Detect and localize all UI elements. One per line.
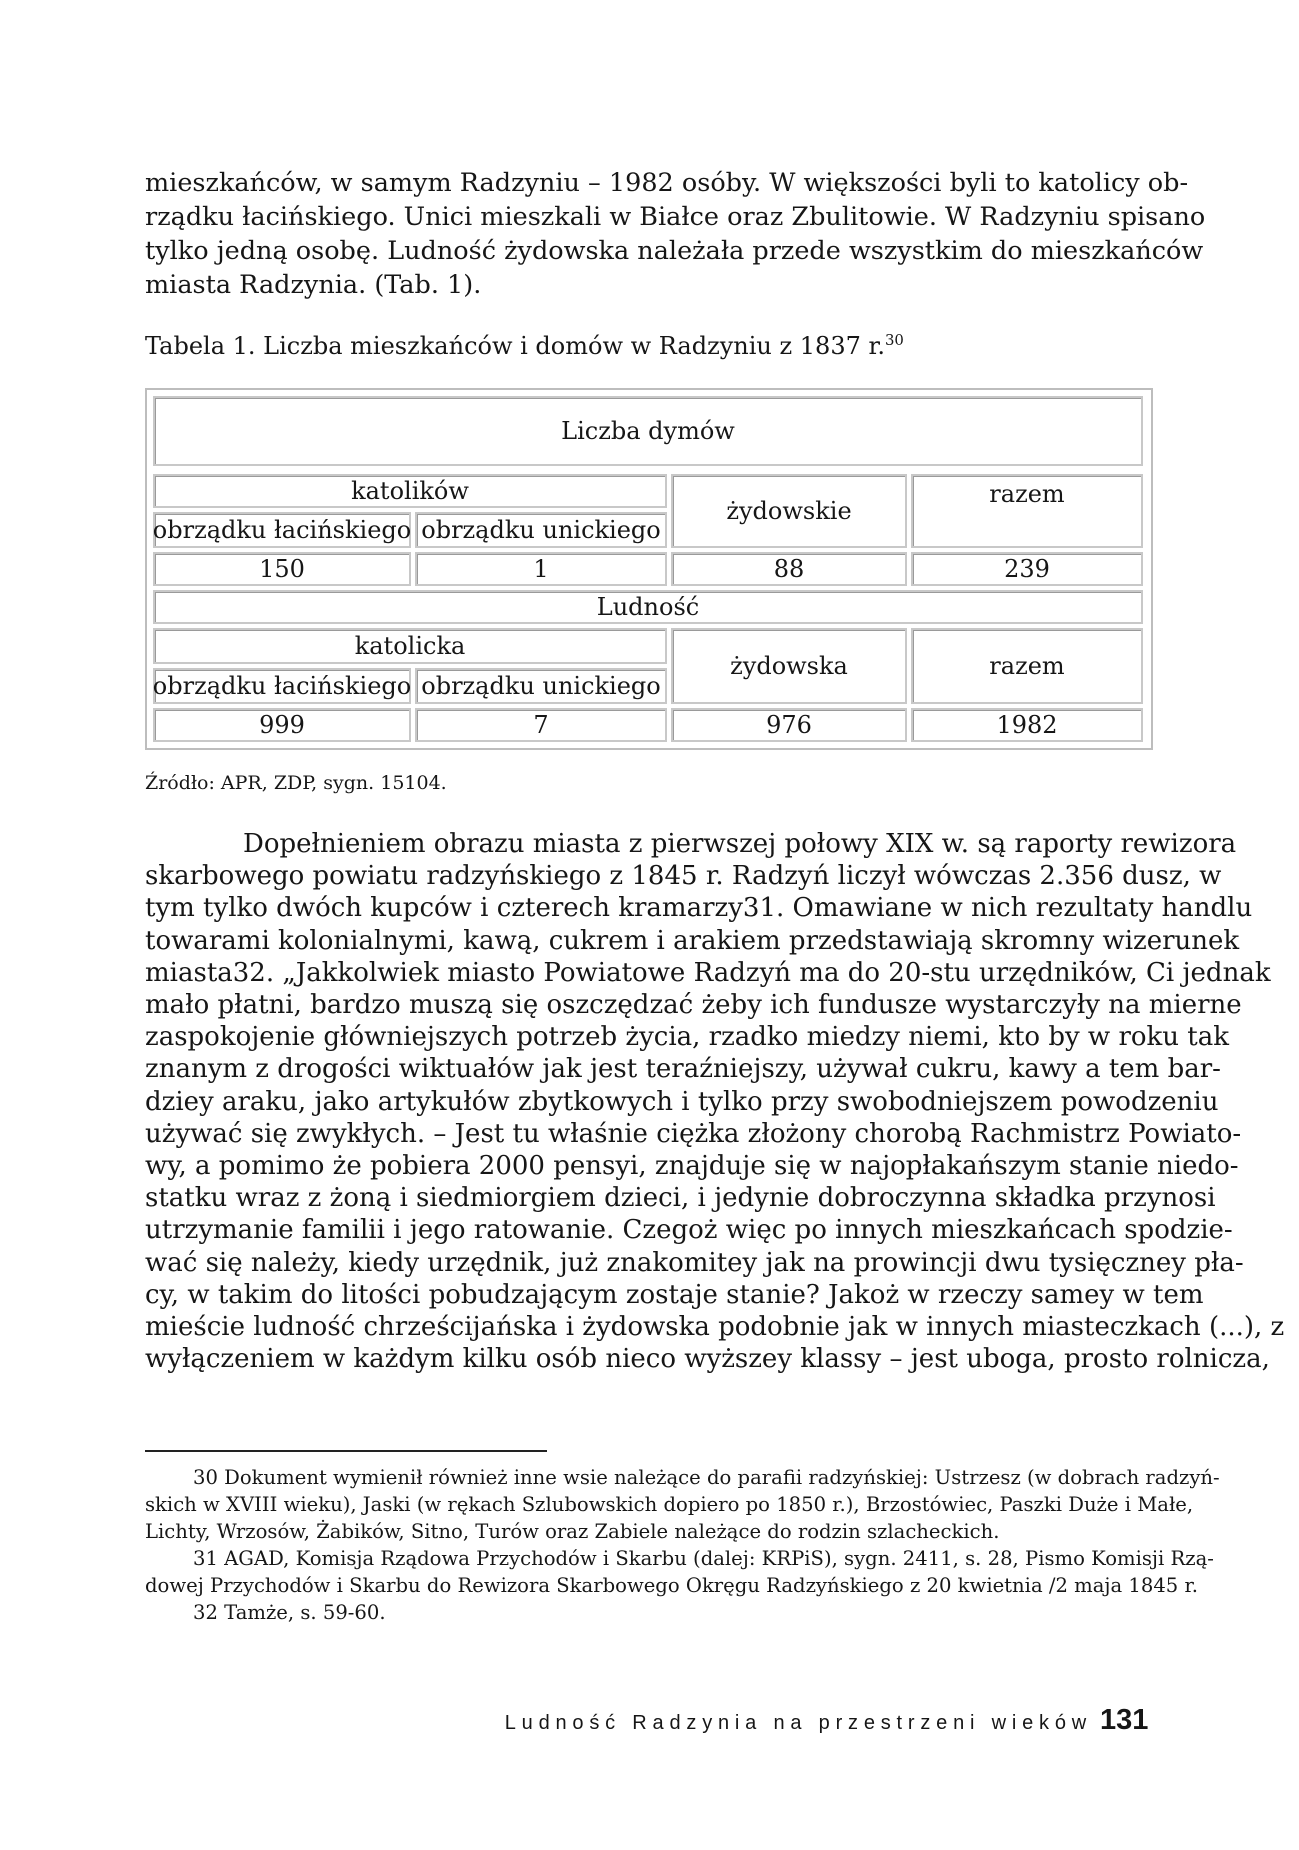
catholic-population-header [153,628,667,664]
footnote-30-line: skich w XVIII wieku), Jaski (w rękach Szlubowskich dopiero po 1850 r.), Brzostówiec, Paszki Duże i Małe, [145,1493,1194,1516]
body-line: miasta32. „Jakkolwiek miasto Powiatowe Radzyń ma do 20-stu urzędników, Ci jednak [145,957,1271,988]
population-latin-value [153,708,411,742]
smoke-header: Liczba dymów [561,417,735,445]
body-line: skarbowego powiatu radzyńskiego z 1845 r. Radzyń liczył wówczas 2.356 dusz, w [145,861,1222,892]
footnote-30-line: 30 Dokument wymienił również inne wsie należące do parafii radzyńskiej: Ustrzesz (w dobrach radzyń- [193,1466,1220,1489]
latin-population-label: obrządku łacińskiego [152,672,412,700]
catholic-population-label: katolicka [354,632,466,660]
body-line: wy, a pomimo że pobiera 2000 pensyi, znajduje się w najopłakańszym stanie niedo- [145,1151,1239,1182]
houses-jewish-value [671,552,907,586]
footnotes [145,1464,1220,1626]
body-line: dziey araku, jako artykułów zbytkowych i tylko przy swobodniejszem powodzeniu [145,1086,1219,1117]
value-text: 239 [1004,555,1050,583]
latin-houses-header [153,512,411,548]
population-header-cell [153,590,1143,624]
catholic-houses-label: katolików [351,477,469,505]
smoke-header-cell [153,396,1143,466]
uniate-population-header [415,668,667,704]
value-text: 88 [773,555,805,583]
value-text: 976 [766,711,812,739]
total-population-label: razem [989,652,1065,680]
footnote-separator [145,1450,547,1452]
total-houses-label: razem [989,480,1065,508]
houses-uniate-value [415,552,667,586]
value-text: 150 [259,555,305,583]
body-line: tym tylko dwóch kupców i czterech kramarzy31. Omawiane w nich rezultaty handlu [145,893,1253,924]
value-text: 1982 [996,711,1058,739]
body-line: statku wraz z żoną i siedmiorgiem dzieci, i jedynie dobroczynna składka przynosi [145,1183,1216,1214]
total-population-header [911,628,1143,704]
body-line: mało płatni, bardzo muszą się oszczędzać żeby ich fundusze wystarczyły na mierne [145,990,1242,1021]
population-table [145,388,1153,750]
body-paragraph [145,828,1285,1375]
latin-houses-label: obrządku łacińskiego [152,516,412,544]
jewish-houses-label: żydowskie [726,497,852,525]
value-text: 7 [533,711,549,739]
houses-total-value [911,552,1143,586]
body-line: towarami kolonialnymi, kawą, cukrem i arakiem przedstawiają skromny wizerunek [145,925,1240,956]
body-line: wać się należy, kiedy urzędnik, już znakomitey jak na prowincji dwu tysięczney pła- [145,1247,1244,1278]
running-title: Ludność Radzynia na przestrzeni wieków [504,1712,1092,1734]
body-line: utrzymanie familii i jego ratowanie. Czegoż więc po innych mieszkańcach spodzie- [145,1215,1233,1246]
footnote-32-line: 32 Tamże, s. 59-60. [193,1601,386,1624]
latin-population-header [153,668,411,704]
population-jewish-value [671,708,907,742]
population-uniate-value [415,708,667,742]
jewish-houses-header [671,474,907,548]
catholic-houses-header [153,474,667,508]
intro-paragraph [145,166,1206,302]
value-text: 999 [259,711,305,739]
body-line: znanym z drogości wiktuałów jak jest teraźniejszy, używał cukru, kawy a tem bar- [145,1054,1221,1085]
uniate-houses-header [415,512,667,548]
houses-latin-value [153,552,411,586]
body-line: mieście ludność chrześcijańska i żydowska podobnie jak w innych miasteczkach (...), z [145,1312,1285,1343]
uniate-houses-label: obrządku unickiego [421,516,661,544]
intro-line: rządku łacińskiego. Unici mieszkali w Białce oraz Zbulitowie. W Radzyniu spisano [145,202,1206,232]
intro-line: mieszkańców, w samym Radzyniu – 1982 osóby. W większości byli to katolicy ob- [145,168,1189,198]
body-line: używać się zwykłych. – Jest tu właśnie ciężka złożony chorobą Rachmistrz Powiato- [145,1118,1242,1149]
value-text: 1 [533,555,549,583]
intro-line: tylko jedną osobę. Ludność żydowska należała przede wszystkim do mieszkańców [145,236,1204,266]
population-header: Ludność [596,593,700,621]
uniate-population-label: obrządku unickiego [421,672,661,700]
intro-line: miasta Radzynia. (Tab. 1). [145,270,482,300]
total-houses-header [911,474,1143,548]
table-caption-text: Tabela 1. Liczba mieszkańców i domów w Radzyniu z 1837 r. [145,332,885,360]
body-line: Dopełnieniem obrazu miasta z pierwszej połowy XIX w. są raporty rewizora [243,829,1237,859]
footnote-ref-30: 30 [884,331,904,349]
population-total-value [911,708,1143,742]
body-line: wyłączeniem w każdym kilku osób nieco wyższey klassy – jest uboga, prosto rolnicza, [145,1344,1270,1375]
body-line: cy, w takim do litości pobudzającym zostaje stanie? Jakoż w rzeczy samey w tem [145,1279,1204,1310]
body-line: zaspokojenie główniejszych potrzeb życia, rzadko miedzy niemi, kto by w roku tak [145,1022,1229,1053]
footnote-31-line: 31 AGAD, Komisja Rządowa Przychodów i Skarbu (dalej: KRPiS), sygn. 2411, s. 28, Pismo Komisji Rzą- [193,1547,1214,1570]
footnote-30-line: Lichty, Wrzosów, Żabików, Sitno, Turów oraz Zabiele należące do rodzin szlacheckich. [145,1520,1000,1543]
footnote-31-line: dowej Przychodów i Skarbu do Rewizora Skarbowego Okręgu Radzyńskiego z 20 kwietnia /2 maja 1845 r. [145,1574,1198,1597]
table-source: Źródło: APR, ZDP, sygn. 15104. [145,772,447,794]
page-number: 131 [1100,1704,1149,1736]
table-caption [145,330,904,362]
jewish-population-label: żydowska [730,652,848,680]
jewish-population-header [671,628,907,704]
